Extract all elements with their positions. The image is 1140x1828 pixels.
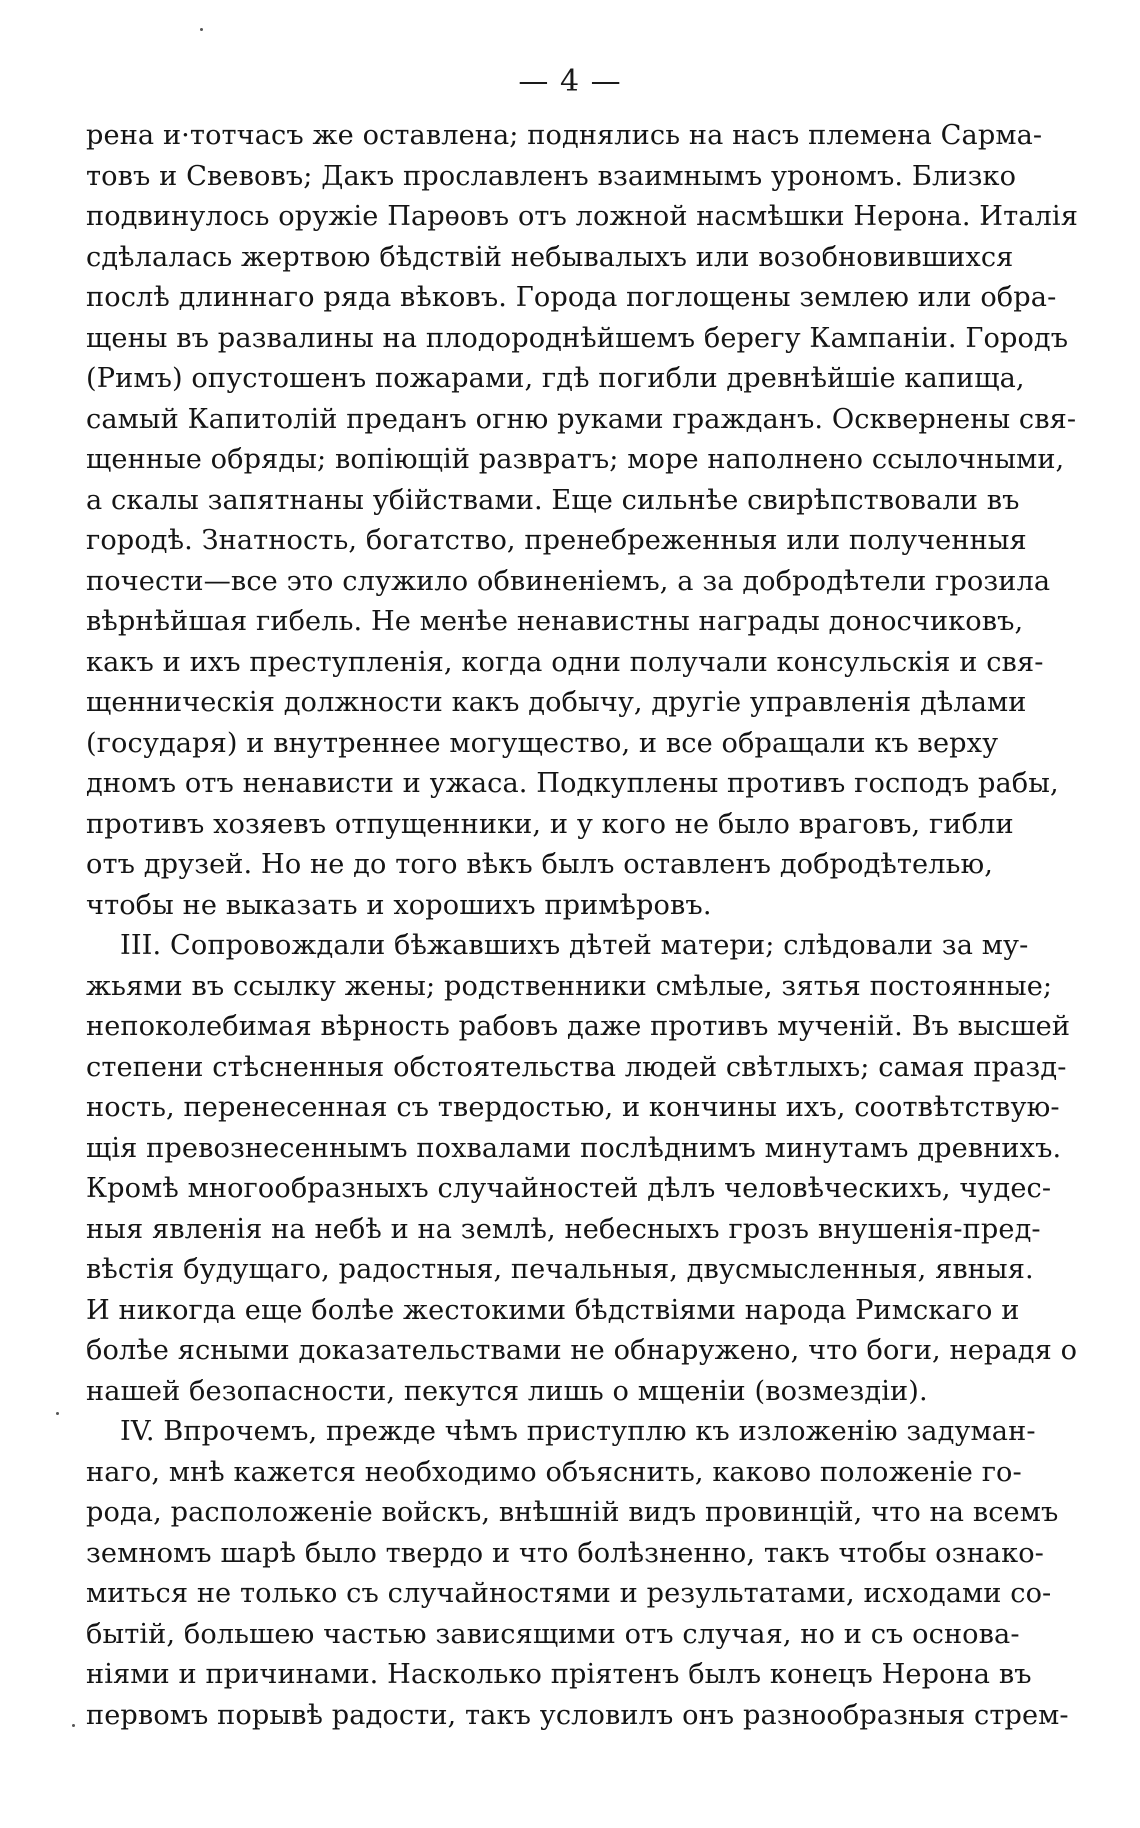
text-line: вѣстія будущаго, радостныя, печальныя, двусмысленныя, явныя. <box>86 1254 1034 1285</box>
text-line: наго, мнѣ кажется необходимо объяснить, каково положеніе го- <box>86 1456 1022 1488</box>
text-line: послѣ длиннаго ряда вѣковъ. Города поглощены землею или обра- <box>86 282 1057 313</box>
section-iii-first-line: III. Сопровождали бѣжавшихъ дѣтей матери; слѣдовали за му- <box>120 930 1029 961</box>
text-line: ніями и причинами. Насколько пріятенъ былъ конецъ Нерона въ <box>86 1659 1032 1690</box>
text-line: бытій, большею частью зависящими отъ случая, но и съ основа- <box>86 1618 1020 1650</box>
text-line: рода, расположеніе войскъ, внѣшній видъ провинцій, что на всемъ <box>86 1497 1059 1528</box>
text-line: противъ хозяевъ отпущенники, и у кого не было враговъ, гибли <box>86 808 1014 840</box>
text-line: какъ и ихъ преступленія, когда одни получали консульскія и свя- <box>86 646 1044 678</box>
scan-speck <box>72 1724 75 1727</box>
scan-speck <box>56 1412 59 1415</box>
text-line: непоколебимая вѣрность рабовъ даже противъ мученій. Въ высшей <box>86 1011 1071 1042</box>
text-line: чтобы не выказать и хорошихъ примѣровъ. <box>86 889 712 921</box>
text-line: (Римъ) опустошенъ пожарами, гдѣ погибли древнѣйшіе капища, <box>86 363 1025 394</box>
text-line: отъ друзей. Но не до того вѣкъ былъ оставленъ добродѣтелью, <box>86 849 994 880</box>
text-line: миться не только съ случайностями и результатами, исходами со- <box>86 1578 1052 1609</box>
text-line: щенные обряды; вопіющій развратъ; море наполнено ссылочными, <box>86 444 1065 475</box>
text-line: ность, перенесенная съ твердостью, и кончины ихъ, соотвѣтствую- <box>86 1092 1060 1123</box>
text-line: товъ и Свевовъ; Дакъ прославленъ взаимнымъ урономъ. Близко <box>86 160 1017 192</box>
text-line: щія превознесеннымъ похвалами послѣднимъ минутамъ древнихъ. <box>86 1132 1062 1164</box>
page-number: — 4 — <box>518 64 622 99</box>
text-line: Кромѣ многообразныхъ случайностей дѣлъ человѣческихъ, чудес- <box>86 1173 1052 1204</box>
text-line: первомъ порывѣ радости, такъ условилъ онъ разнообразныя стрем- <box>86 1699 1069 1731</box>
text-line: рена и·тотчасъ же оставлена; поднялись на насъ племена Сарма- <box>86 120 1043 151</box>
text-line: земномъ шарѣ было твердо и что болѣзненно, такъ чтобы ознако- <box>86 1537 1044 1569</box>
text-line: щены въ развалины на плодороднѣйшемъ берегу Кампаніи. Городъ <box>86 322 1069 354</box>
text-line: подвинулось оружіе Парѳовъ отъ ложной насмѣшки Нерона. Италія <box>86 201 1078 232</box>
text-line: нашей безопасности, пекутся лишь о мщеніи (возмездіи). <box>86 1375 928 1407</box>
text-line: почести—все это служило обвиненіемъ, а за добродѣтели грозила <box>86 565 1051 597</box>
text-line: жьями въ ссылку жены; родственники смѣлые, зятья постоянные; <box>86 970 1053 1002</box>
text-line: городѣ. Знатность, богатство, пренебреженныя или полученныя <box>86 525 1027 556</box>
text-line: ныя явленія на небѣ и на землѣ, небесныхъ грозъ внушенія-пред- <box>86 1213 1041 1245</box>
text-line: сдѣлалась жертвою бѣдствій небывалыхъ или возобновившихся <box>86 241 1014 273</box>
text-line: дномъ отъ ненависти и ужаса. Подкуплены противъ господъ рабы, <box>86 768 1059 799</box>
text-line: степени стѣсненныя обстоятельства людей свѣтлыхъ; самая празд- <box>86 1051 1067 1083</box>
text-line: (государя) и внутреннее могущество, и все обращали къ верху <box>86 727 999 759</box>
text-line: щенническія должности какъ добычу, другіе управленія дѣлами <box>86 687 1027 718</box>
scan-speck <box>200 28 203 31</box>
section-iv-first-line: IV. Впрочемъ, прежде чѣмъ приступлю къ изложенію задуман- <box>120 1416 1036 1447</box>
text-line: вѣрнѣйшая гибель. Не менѣе ненавистны награды доносчиковъ, <box>86 606 1024 637</box>
text-line: а скалы запятнаны убійствами. Еще сильнѣе свирѣпствовали въ <box>86 484 1020 516</box>
text-line: болѣе ясными доказательствами не обнаружено, что боги, нерадя о <box>86 1335 1078 1366</box>
body-text <box>86 116 1078 1736</box>
text-line: самый Капитолій преданъ огню руками гражданъ. Осквернены свя- <box>86 403 1077 435</box>
text-line: И никогда еще болѣе жестокими бѣдствіями народа Римскаго и <box>86 1294 1020 1326</box>
